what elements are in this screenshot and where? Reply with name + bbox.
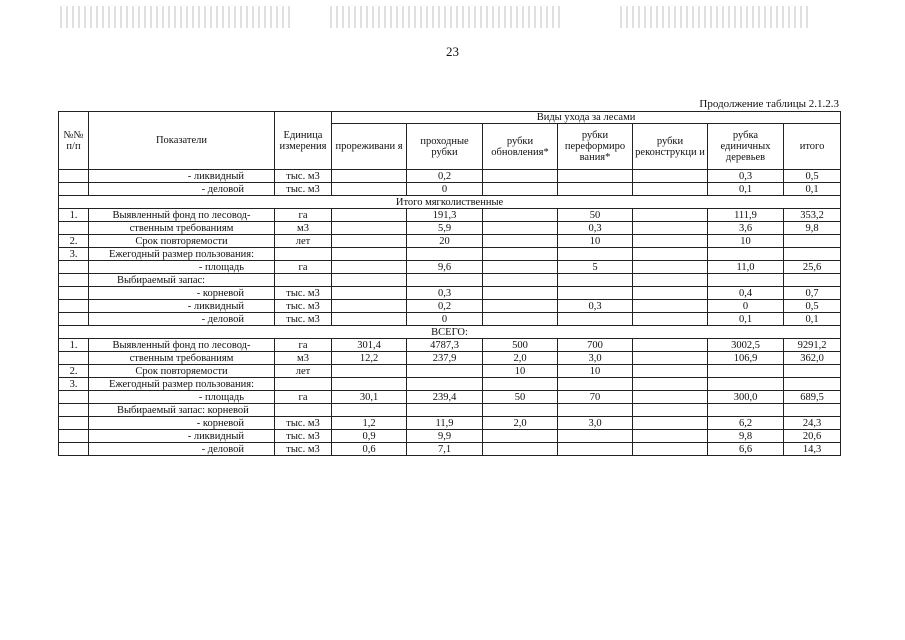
row-value: 0,1 <box>708 183 784 196</box>
table-row <box>59 248 841 261</box>
row-value: 6,2 <box>708 417 784 430</box>
row-number <box>59 222 89 235</box>
row-unit <box>275 248 332 261</box>
row-value <box>558 274 633 287</box>
row-value <box>708 274 784 287</box>
scan-noise-right <box>620 6 810 28</box>
row-value: 689,5 <box>784 391 841 404</box>
row-value: 9,6 <box>407 261 483 274</box>
row-label: - деловой <box>89 443 275 456</box>
row-value: 0,3 <box>708 170 784 183</box>
header-col: рубка единичных деревьев <box>708 124 784 170</box>
row-label: Выявленный фонд по лесовод- <box>89 209 275 222</box>
row-label: - деловой <box>89 183 275 196</box>
row-value: 9291,2 <box>784 339 841 352</box>
row-value <box>483 287 558 300</box>
header-col: рубки реконструкци и <box>633 124 708 170</box>
row-label: - площадь <box>89 261 275 274</box>
row-label: Срок повторяемости <box>89 235 275 248</box>
row-value <box>332 365 407 378</box>
row-number <box>59 183 89 196</box>
table-row <box>59 391 841 404</box>
row-value: 70 <box>558 391 633 404</box>
row-value <box>332 378 407 391</box>
row-value <box>784 378 841 391</box>
row-value <box>558 287 633 300</box>
row-value: 10 <box>708 235 784 248</box>
scan-noise-center <box>330 6 560 28</box>
row-value: 0,2 <box>407 300 483 313</box>
section-title-total: ВСЕГО: <box>59 326 841 339</box>
row-value <box>332 222 407 235</box>
row-value: 0,3 <box>407 287 483 300</box>
row-value: 50 <box>558 209 633 222</box>
row-value: 0,6 <box>332 443 407 456</box>
row-value: 0,1 <box>784 183 841 196</box>
table-row <box>59 339 841 352</box>
table-row <box>59 378 841 391</box>
row-value: 11,9 <box>407 417 483 430</box>
row-value <box>332 183 407 196</box>
row-value <box>332 209 407 222</box>
header-num: №№ п/п <box>59 112 89 170</box>
row-number <box>59 404 89 417</box>
header-col: прореживани я <box>332 124 407 170</box>
row-value: 14,3 <box>784 443 841 456</box>
row-number: 1. <box>59 339 89 352</box>
row-unit: тыс. м3 <box>275 430 332 443</box>
row-value: 10 <box>558 365 633 378</box>
page-number: 23 <box>446 44 459 59</box>
row-value <box>483 209 558 222</box>
row-unit: тыс. м3 <box>275 170 332 183</box>
row-number: 3. <box>59 378 89 391</box>
row-value <box>332 287 407 300</box>
row-value <box>332 404 407 417</box>
row-value <box>633 170 708 183</box>
row-label: ственным требованиям <box>89 352 275 365</box>
row-value <box>633 209 708 222</box>
table-row <box>59 183 841 196</box>
row-unit: тыс. м3 <box>275 183 332 196</box>
row-number <box>59 417 89 430</box>
row-label: Ежегодный размер пользования: <box>89 378 275 391</box>
row-value <box>407 378 483 391</box>
row-label: - площадь <box>89 391 275 404</box>
forest-care-table <box>58 111 841 456</box>
table-row <box>59 404 841 417</box>
row-value: 30,1 <box>332 391 407 404</box>
row-value <box>332 170 407 183</box>
row-value: 25,6 <box>784 261 841 274</box>
row-unit <box>275 404 332 417</box>
header-col: проходные рубки <box>407 124 483 170</box>
row-value: 10 <box>483 365 558 378</box>
row-value <box>483 222 558 235</box>
row-value: 0,3 <box>558 300 633 313</box>
row-value: 2,0 <box>483 417 558 430</box>
row-value <box>633 443 708 456</box>
row-value: 2,0 <box>483 352 558 365</box>
row-value <box>407 365 483 378</box>
row-label: Срок повторяемости <box>89 365 275 378</box>
header-col: рубки переформиро вания* <box>558 124 633 170</box>
table-row <box>59 313 841 326</box>
row-value <box>558 378 633 391</box>
row-value: 0 <box>708 300 784 313</box>
row-value <box>633 352 708 365</box>
row-value: 353,2 <box>784 209 841 222</box>
row-value <box>633 430 708 443</box>
row-value <box>633 391 708 404</box>
row-value <box>784 274 841 287</box>
row-value <box>784 365 841 378</box>
row-value: 237,9 <box>407 352 483 365</box>
row-value <box>784 248 841 261</box>
row-value: 5,9 <box>407 222 483 235</box>
row-value: 3002,5 <box>708 339 784 352</box>
row-unit: га <box>275 261 332 274</box>
row-value: 111,9 <box>708 209 784 222</box>
row-value: 12,2 <box>332 352 407 365</box>
row-value <box>633 274 708 287</box>
section-title-softwood: Итого мягколиственные <box>59 196 841 209</box>
row-value <box>483 183 558 196</box>
row-value <box>633 313 708 326</box>
row-value <box>483 235 558 248</box>
row-number <box>59 261 89 274</box>
row-value: 0,2 <box>407 170 483 183</box>
row-unit: га <box>275 391 332 404</box>
row-unit <box>275 378 332 391</box>
row-value: 9,9 <box>407 430 483 443</box>
row-value: 1,2 <box>332 417 407 430</box>
row-value: 301,4 <box>332 339 407 352</box>
row-value <box>483 170 558 183</box>
row-label: - корневой <box>89 287 275 300</box>
row-value <box>483 248 558 261</box>
table-row <box>59 417 841 430</box>
row-value <box>633 339 708 352</box>
row-unit: га <box>275 209 332 222</box>
row-value <box>633 287 708 300</box>
row-unit: м3 <box>275 352 332 365</box>
row-value: 239,4 <box>407 391 483 404</box>
header-col: итого <box>784 124 841 170</box>
table-continuation-caption: Продолжение таблицы 2.1.2.3 <box>699 98 839 110</box>
table-row <box>59 300 841 313</box>
row-label: - деловой <box>89 313 275 326</box>
row-value <box>332 235 407 248</box>
row-label: Выявленный фонд по лесовод- <box>89 339 275 352</box>
row-value <box>558 248 633 261</box>
row-unit <box>275 274 332 287</box>
row-value <box>784 404 841 417</box>
row-value: 6,6 <box>708 443 784 456</box>
row-unit: тыс. м3 <box>275 300 332 313</box>
row-unit: лет <box>275 365 332 378</box>
row-value <box>633 248 708 261</box>
row-value <box>633 261 708 274</box>
row-value <box>708 365 784 378</box>
row-number <box>59 300 89 313</box>
row-value: 0,1 <box>784 313 841 326</box>
row-number <box>59 352 89 365</box>
row-unit: га <box>275 339 332 352</box>
row-value <box>332 248 407 261</box>
row-value: 0,1 <box>708 313 784 326</box>
row-unit: тыс. м3 <box>275 287 332 300</box>
row-value: 0,5 <box>784 300 841 313</box>
row-value <box>558 183 633 196</box>
row-value <box>483 274 558 287</box>
row-value: 11,0 <box>708 261 784 274</box>
row-value <box>633 235 708 248</box>
row-value: 5 <box>558 261 633 274</box>
row-label: - ликвидный <box>89 430 275 443</box>
row-label: - ликвидный <box>89 170 275 183</box>
row-value: 3,0 <box>558 417 633 430</box>
row-value <box>483 443 558 456</box>
table-row <box>59 209 841 222</box>
header-indicators: Показатели <box>89 112 275 170</box>
table-row <box>59 222 841 235</box>
row-value <box>558 443 633 456</box>
row-value <box>558 170 633 183</box>
row-value <box>483 300 558 313</box>
row-unit: м3 <box>275 222 332 235</box>
header-col: рубки обновления* <box>483 124 558 170</box>
row-label: Выбираемый запас: корневой <box>89 404 275 417</box>
scan-noise-left <box>60 6 290 28</box>
row-number: 2. <box>59 235 89 248</box>
table-row <box>59 443 841 456</box>
row-value <box>708 404 784 417</box>
table-row <box>59 235 841 248</box>
table-row <box>59 430 841 443</box>
table-row <box>59 352 841 365</box>
row-value: 3,0 <box>558 352 633 365</box>
row-value: 362,0 <box>784 352 841 365</box>
row-number: 2. <box>59 365 89 378</box>
row-value: 7,1 <box>407 443 483 456</box>
row-value <box>483 378 558 391</box>
row-value <box>558 404 633 417</box>
row-value: 10 <box>558 235 633 248</box>
row-value: 700 <box>558 339 633 352</box>
row-value <box>708 378 784 391</box>
table-row <box>59 365 841 378</box>
row-value <box>483 313 558 326</box>
row-value: 3,6 <box>708 222 784 235</box>
row-value <box>633 365 708 378</box>
row-number: 1. <box>59 209 89 222</box>
row-value <box>483 261 558 274</box>
header-care-types: Виды ухода за лесами <box>332 112 841 124</box>
row-value <box>483 404 558 417</box>
row-number: 3. <box>59 248 89 261</box>
table-body <box>59 170 841 456</box>
table-row <box>59 274 841 287</box>
row-value: 191,3 <box>407 209 483 222</box>
row-number <box>59 274 89 287</box>
row-value <box>407 248 483 261</box>
row-value: 9,8 <box>708 430 784 443</box>
row-value: 20,6 <box>784 430 841 443</box>
header-unit: Единица измерения <box>275 112 332 170</box>
row-value <box>558 430 633 443</box>
row-value: 24,3 <box>784 417 841 430</box>
row-value: 0,5 <box>784 170 841 183</box>
row-value: 20 <box>407 235 483 248</box>
row-value <box>708 248 784 261</box>
row-value <box>407 404 483 417</box>
row-value: 0 <box>407 183 483 196</box>
row-value <box>633 404 708 417</box>
row-number <box>59 391 89 404</box>
row-label: - корневой <box>89 417 275 430</box>
row-value <box>332 274 407 287</box>
row-label: Выбираемый запас: <box>89 274 275 287</box>
row-value: 0 <box>407 313 483 326</box>
row-value <box>633 378 708 391</box>
row-value <box>407 274 483 287</box>
row-value <box>483 430 558 443</box>
table-row <box>59 287 841 300</box>
row-value: 106,9 <box>708 352 784 365</box>
table-row <box>59 261 841 274</box>
row-unit: лет <box>275 235 332 248</box>
row-unit: тыс. м3 <box>275 443 332 456</box>
row-label: Ежегодный размер пользования: <box>89 248 275 261</box>
row-number <box>59 443 89 456</box>
row-value: 0,7 <box>784 287 841 300</box>
section-row <box>59 196 841 209</box>
row-unit: тыс. м3 <box>275 313 332 326</box>
row-value <box>558 313 633 326</box>
row-value <box>633 417 708 430</box>
row-number <box>59 430 89 443</box>
forest-care-table-wrapper <box>58 111 840 456</box>
row-value <box>633 222 708 235</box>
row-number <box>59 313 89 326</box>
section-row <box>59 326 841 339</box>
row-label: - ликвидный <box>89 300 275 313</box>
row-label: ственным требованиям <box>89 222 275 235</box>
row-value <box>784 235 841 248</box>
row-value: 500 <box>483 339 558 352</box>
row-value <box>332 313 407 326</box>
table-row <box>59 170 841 183</box>
row-value <box>633 300 708 313</box>
row-value: 50 <box>483 391 558 404</box>
row-value <box>332 261 407 274</box>
row-value: 0,3 <box>558 222 633 235</box>
row-number <box>59 287 89 300</box>
row-number <box>59 170 89 183</box>
row-value: 4787,3 <box>407 339 483 352</box>
row-value <box>633 183 708 196</box>
row-unit: тыс. м3 <box>275 417 332 430</box>
row-value: 9,8 <box>784 222 841 235</box>
row-value: 300,0 <box>708 391 784 404</box>
row-value <box>332 300 407 313</box>
row-value: 0,4 <box>708 287 784 300</box>
row-value: 0,9 <box>332 430 407 443</box>
